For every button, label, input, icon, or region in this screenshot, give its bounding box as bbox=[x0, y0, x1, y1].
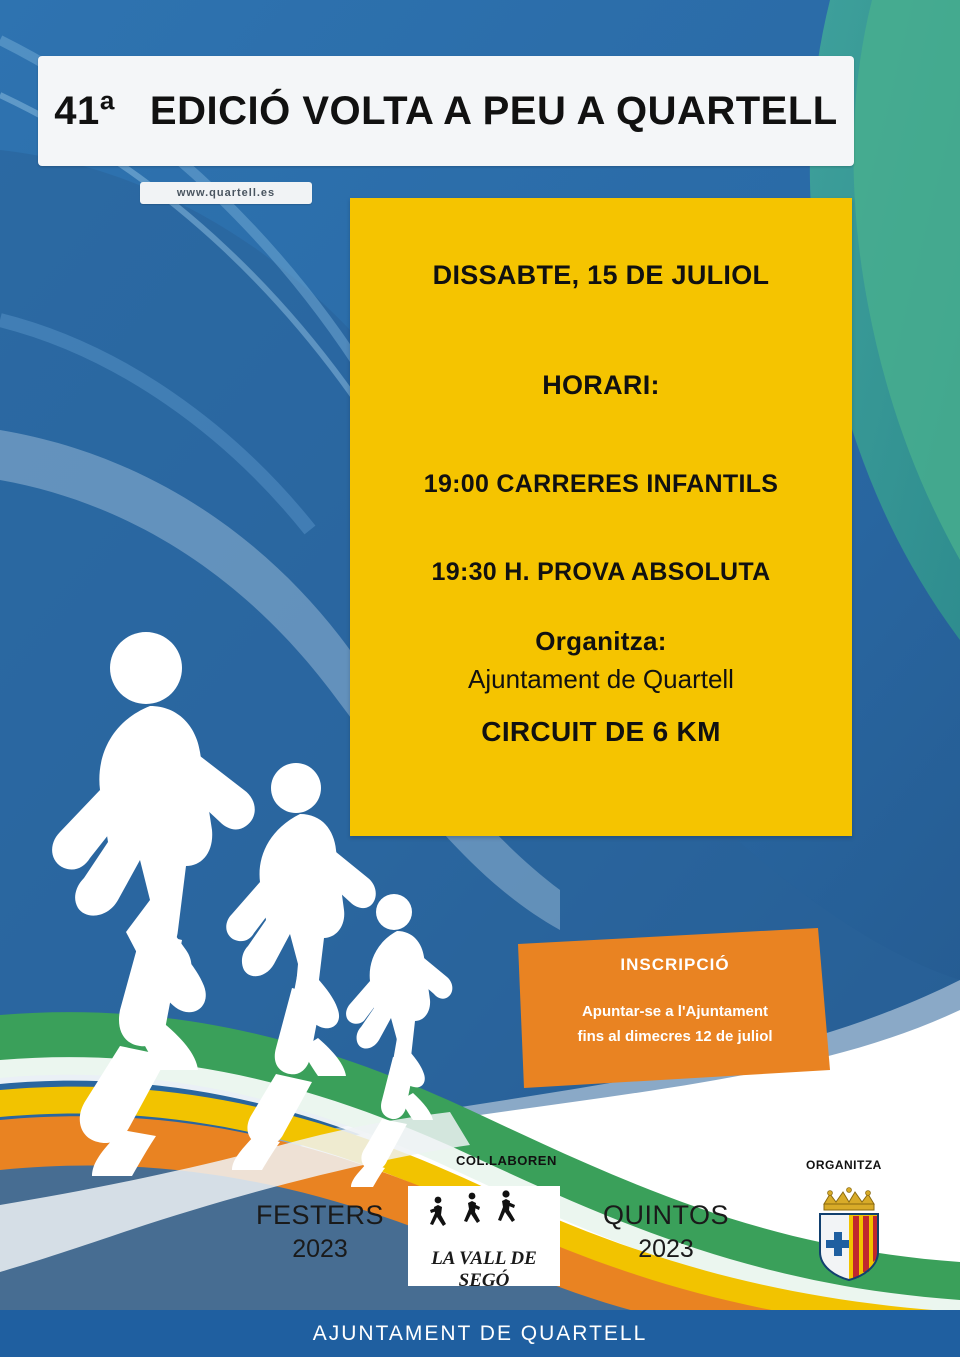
schedule-item-1: 19:00 CARRERES INFANTILS bbox=[423, 470, 779, 498]
quintos-year: 2023 bbox=[638, 1235, 694, 1263]
organizer-label: Organitza: bbox=[535, 626, 667, 656]
website-pill[interactable] bbox=[140, 182, 312, 204]
poster-title-band bbox=[38, 56, 854, 166]
sponsor-valldesego-logo bbox=[408, 1186, 560, 1291]
page-title bbox=[54, 89, 837, 134]
inscription-line-1: Apuntar-se a l'Ajuntament bbox=[581, 1003, 769, 1020]
inscription-block bbox=[520, 925, 830, 1085]
inscription-line-2: fins al dimecres 12 de juliol bbox=[577, 1028, 773, 1045]
schedule-item-2: 19:30 H. PROVA ABSOLUTA bbox=[431, 558, 771, 586]
title-main: EDICIÓ VOLTA A PEU A QUARTELL bbox=[149, 88, 838, 133]
valldesego-runners-icon bbox=[408, 1186, 560, 1248]
inscription-title: INSCRIPCIÓ bbox=[620, 955, 730, 974]
website-url: www.quartell.es bbox=[176, 187, 276, 199]
festers-name: FESTERS bbox=[255, 1200, 385, 1230]
event-date: DISSABTE, 15 DE JULIOL bbox=[432, 260, 770, 290]
collaborate-label: COL.LABOREN bbox=[456, 1153, 557, 1168]
sponsor-festers bbox=[250, 1200, 390, 1264]
circuit-distance: CIRCUIT DE 6 KM bbox=[481, 716, 721, 747]
sponsor-quintos bbox=[596, 1200, 736, 1264]
footer-text: AJUNTAMENT DE QUARTELL bbox=[312, 1321, 648, 1345]
valldesego-name: LA VALL DE SEGÓ bbox=[431, 1248, 537, 1291]
organizer-name: Ajuntament de Quartell bbox=[468, 664, 734, 694]
quintos-name: QUINTOS bbox=[602, 1200, 729, 1230]
schedule-label: HORARI: bbox=[542, 370, 660, 400]
info-panel bbox=[350, 198, 852, 836]
title-ordinal: 41ª bbox=[54, 88, 116, 133]
festers-year: 2023 bbox=[292, 1235, 348, 1263]
organize-label: ORGANITZA bbox=[806, 1158, 882, 1172]
footer-bar bbox=[0, 1310, 960, 1357]
quartell-coat-of-arms-icon bbox=[812, 1186, 886, 1282]
